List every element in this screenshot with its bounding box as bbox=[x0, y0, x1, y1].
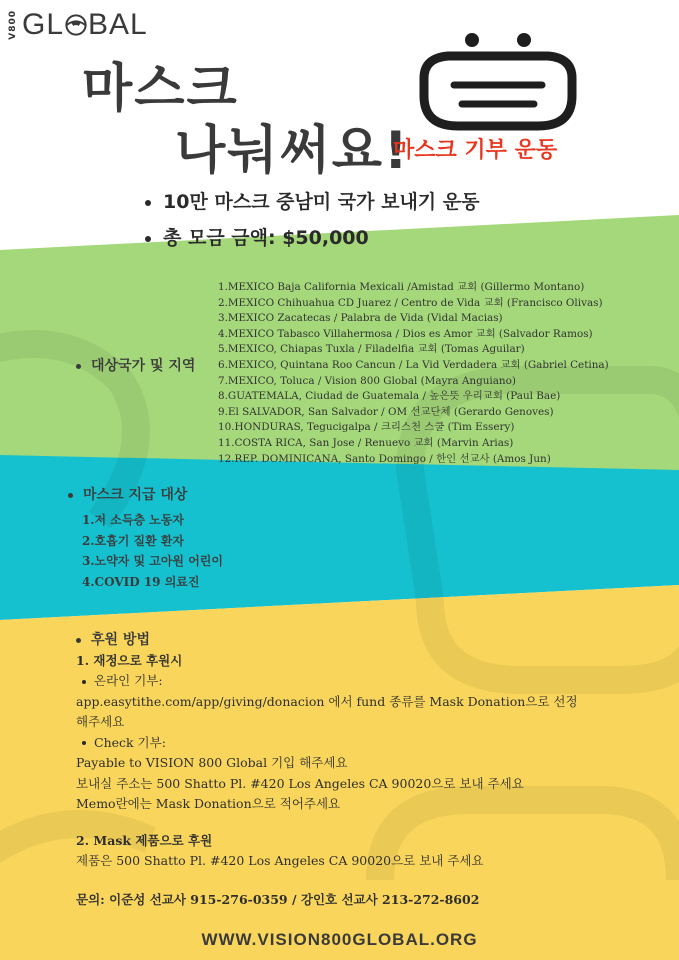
method1-title: 1. 재정으로 후원시 bbox=[76, 652, 183, 668]
list-item: 3.노약자 및 고아원 어린이 bbox=[82, 554, 223, 568]
method2-title: 2. Mask 제품으로 후원 bbox=[76, 832, 213, 848]
list-item: 1.MEXICO Baja California Mexicali /Amistad 교회 (Gillermo Montano) bbox=[218, 281, 585, 293]
check-line-2: 보내실 주소는 500 Shatto Pl. #420 Los Angeles CA 90020으로 보내 주세요 bbox=[76, 775, 524, 791]
list-item: 1.저 소득층 노동자 bbox=[82, 513, 185, 527]
list-item: 4.MEXICO Tabasco Villahermosa / Dios es Amor 교회 (Salvador Ramos) bbox=[218, 327, 593, 340]
brand-logo bbox=[8, 8, 148, 42]
list-item: 8.GUATEMALA, Ciudad de Guatemala / 높은뜻 우리교회 (Paul Bae) bbox=[218, 390, 561, 403]
list-item: 6.MEXICO, Quintana Roo Cancun / La Vid Verdadera 교회 (Gabriel Cetina) bbox=[218, 358, 609, 371]
list-item: 2.호흡기 질환 환자 bbox=[82, 533, 185, 548]
method2-text: 제품은 500 Shatto Pl. #420 Los Angeles CA 90020으로 보내 주세요 bbox=[76, 853, 484, 868]
bullet-item: 총 모금 금액: $50,000 bbox=[145, 223, 479, 250]
title-line2: 나눠써요! bbox=[175, 121, 410, 181]
bullet-dot bbox=[82, 680, 86, 684]
face-mask-icon bbox=[418, 30, 578, 132]
online-text-1: app.easytithe.com/app/giving/donacion 에서 fund 종류를 Mask Donation으로 선정 bbox=[76, 693, 578, 709]
list-item: 10.HONDURAS, Tegucigalpa / 크리스천 스쿨 (Tim Essery) bbox=[218, 421, 515, 434]
online-label-row: 온라인 기부: bbox=[76, 671, 636, 692]
bullet-item: 10만 마스크 중남미 국가 보내기 운동 bbox=[145, 187, 479, 214]
online-text-2: 해주세요 bbox=[76, 714, 125, 729]
countries-heading: 대상국가 및 지역 bbox=[76, 355, 195, 375]
contact-info: 문의: 이준성 선교사 915-276-0359 / 강인호 선교사 213-272-8602 bbox=[76, 892, 480, 907]
list-item: 11.COSTA RICA, San Jose / Renuevo 교회 (Marvin Arias) bbox=[218, 436, 514, 449]
logo-vertical-text: V800 bbox=[8, 10, 18, 40]
support-heading: 후원 방법 bbox=[76, 630, 636, 651]
support-section bbox=[76, 630, 636, 872]
logo-wordmark bbox=[22, 8, 148, 42]
list-item: 7.MEXICO, Toluca / Vision 800 Global (Mayra Anguiano) bbox=[218, 374, 516, 387]
targets-list bbox=[82, 510, 223, 592]
title-line1: 마스크 bbox=[82, 59, 239, 119]
globe-icon bbox=[65, 14, 87, 36]
countries-list bbox=[218, 280, 609, 467]
logo-text-before: GL bbox=[22, 8, 65, 41]
check-label-row: Check 기부: bbox=[76, 733, 636, 754]
list-item: 5.MEXICO, Chiapas Tuxla / Filadelfia 교회 (Tomas Aguilar) bbox=[218, 343, 525, 356]
bullet-dot bbox=[76, 638, 81, 643]
bullet-dot bbox=[76, 364, 81, 369]
bullet-dot bbox=[82, 741, 86, 745]
list-item: 12.REP. DOMINICANA, Santo Domingo / 한인 선교사 (Amos Jun) bbox=[218, 452, 551, 465]
logo-text-after: BAL bbox=[88, 8, 148, 41]
bullet-dot bbox=[145, 200, 151, 206]
bullet-dot bbox=[145, 236, 151, 242]
check-line-3: Memo란에는 Mask Donation으로 적어주세요 bbox=[76, 796, 341, 811]
website-url[interactable]: WWW.VISION800GLOBAL.ORG bbox=[201, 930, 478, 949]
list-item: 2.MEXICO Chihuahua CD Juarez / Centro de Vida 교회 (Francisco Olivas) bbox=[218, 296, 603, 309]
list-item: 9.El SALVADOR, San Salvador / OM 선교단체 (Gerardo Genoves) bbox=[218, 405, 554, 418]
campaign-subtitle: 마스크 기부 운동 bbox=[393, 138, 558, 163]
list-item: 4.COVID 19 의료진 bbox=[82, 574, 200, 589]
bullet-dot bbox=[68, 493, 73, 498]
list-item: 3.MEXICO Zacatecas / Palabra de Vida (Vidal Macias) bbox=[218, 312, 503, 325]
targets-heading: 마스크 지급 대상 bbox=[68, 484, 187, 504]
campaign-bullets bbox=[145, 187, 479, 259]
check-line-1: Payable to VISION 800 Global 기입 해주세요 bbox=[76, 755, 348, 770]
